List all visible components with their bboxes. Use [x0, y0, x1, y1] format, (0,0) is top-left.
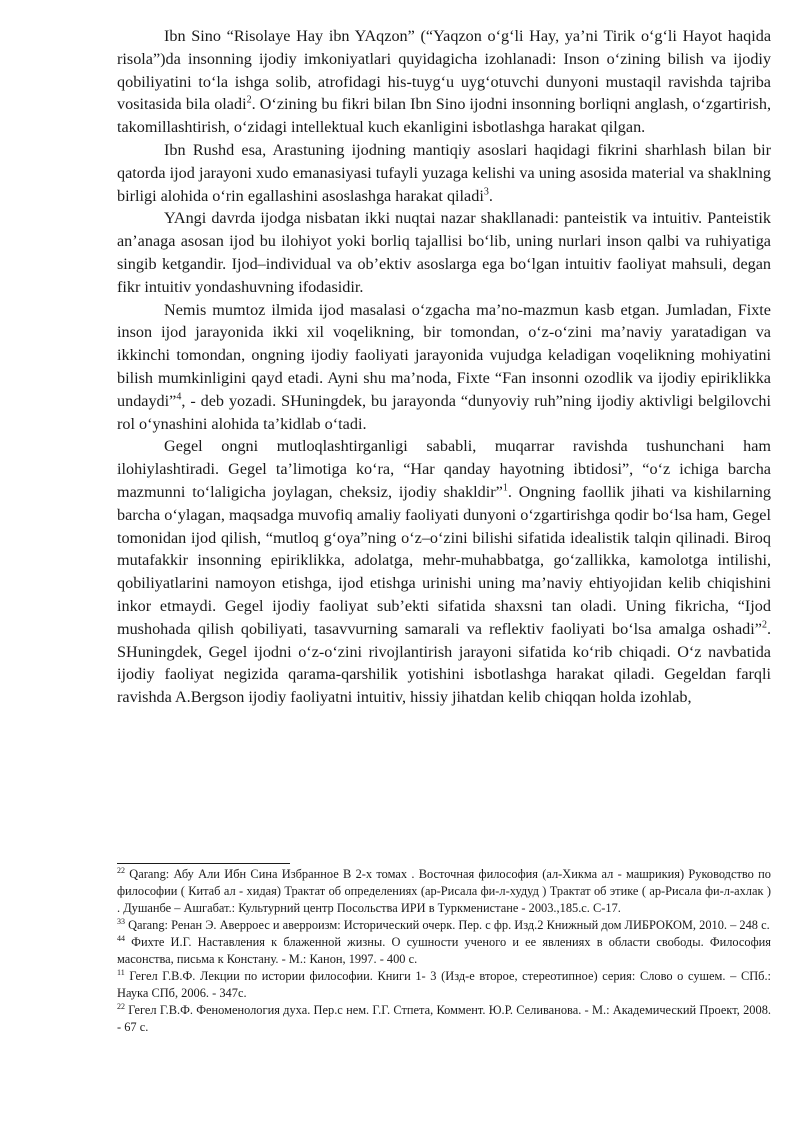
paragraph [117, 207, 771, 298]
paragraph-text: Gegel ongni mutloqlashtirganligi sababli, muqarrar ravishda tushunchani ham ilohiylashtiradi. Gegel ta’limotiga ko‘ra, “Har qanday hayotning ibtidosi”, “o‘z ichiga barcha mazmunni to‘laligicha joylagan, cheksiz, ijodiy shakldir” [117, 437, 771, 501]
footnote-mark: 11 [117, 967, 125, 977]
paragraph-text: Ibn Rushd esa, Arastuning ijodning mantiqiy asoslari haqidagi fikrini sharhlash bilan bir qatorda ijod jarayoni xudo emanasiyasi tufayli yuzaga kelishi va uning asosida material va shaklning birligi alohida o‘rin egallashini asoslashga harakat qiladi [117, 140, 771, 205]
footnote [117, 866, 771, 917]
paragraph [117, 139, 771, 207]
paragraph-text: . O‘zining bu fikri bilan Ibn Sino ijodni insonning borliqni anglash, o‘zgartirish, takomillashtirish, o‘zidagi intellektual kuch ekanligini isbotlashga harakat qilgan. [117, 95, 772, 137]
paragraph-text: Nemis mumtoz ilmida ijod masalasi o‘zgacha ma’no-mazmun kasb etgan. Jumladan, Fixte inson ijod jarayonida ikki xil voqelikning, bir tomondan, o‘z-o‘zini ma’naviy yaratadigan va ikkinchi tomondan, ongning ijodiy faoliyati jarayonida vujudga keladigan voqelikning mohiyatini bilish mumkinligini qayd etadi. Ayni shu ma’noda, Fixte “Fan insonni ozodlik va ijodiy epiriklikka undaydi” [117, 300, 771, 410]
footnote-text: Фихте И.Г. Наставления к блаженной жизны. О сушности ученого и ее явлениях в области свободы. Философия масонства, письма к Констану. - М.: Канон, 1997. - 400 с. [117, 935, 771, 966]
footnote-mark: 33 [117, 916, 125, 926]
footnote [117, 968, 771, 1002]
footnote-ref: 2 [761, 619, 767, 631]
footnote [117, 1002, 771, 1036]
footnote [117, 934, 771, 968]
footnote-mark: 22 [117, 1001, 125, 1011]
footnote-divider [117, 863, 290, 864]
paragraph-text: YAngi davrda ijodga nisbatan ikki nuqtai nazar shakllanadi: panteistik va intuitiv. Panteistik an’anaga asosan ijod bu ilohiyot yoki borliq tajallisi bo‘lib, uning nurlari inson qalbi va ruhiyatiga singib ketgandir. Ijod–individual va ob’ektiv asoslarga ega bo‘lgan intuitiv faoliyat mahsuli, degan fikr intuitiv yondashuvning ifodasidir. [117, 209, 771, 296]
footnotes [117, 866, 771, 1036]
paragraph-text: Ibn Sino “Risolaye Hay ibn YAqzon” (“Yaqzon o‘g‘li Hay, ya’ni Tirik o‘g‘li Hayot haqida risola”)da insonning ijodiy imkoniyatlari quyidagicha izohlanadi: Inson o‘zining bilish va ijodiy qobiliyatini to‘la ishga solib, atrofidagi his-tuyg‘u uyg‘otuvchi dunyoni mustaqil ravishda tajriba vositasida bila oladi [117, 27, 771, 114]
footnote-text: Гегел Г.В.Ф. Лекции по истории философии. Книги 1- 3 (Изд-е второе, стереотипное) серия: Слово о сушем. – СПб.: Наука СПб, 2006. - 347с. [117, 969, 771, 1000]
footnote-ref: 1 [502, 482, 508, 494]
footnote-ref: 3 [483, 186, 489, 198]
footnote-text: Гегел Г.В.Ф. Феноменология духа. Пер.с нем. Г.Г. Стпета, Коммент. Ю.Р. Селиванова. - М.: Академический Проект, 2008. - 67 с. [117, 1003, 771, 1034]
paragraph-text: . SHuningdek, Gegel ijodni o‘z-o‘zini rivojlantirish jarayoni sifatida ko‘rib chiqadi. O‘z navbatida ijodiy faoliyat negizida qarama-qarshilik yotishini isbotlashga harakat qiladi. Gegeldan farqli ravishda A.Bergson ijodiy faoliyatni intuitiv, hissiy jihatdan kelib chiqqan holda izohlab, [117, 619, 771, 707]
paragraph [117, 25, 771, 139]
footnote-mark: 22 [117, 865, 125, 875]
paragraph-text: . Ongning faollik jihati va kishilarning barcha o‘ylagan, maqsadga muvofiq amaliy faoliyati dunyoni o‘zgartirishga qodir bo‘lsa ham, Gegel tomonidan ijod qilish, “mutloq g‘oya”ning o‘z–o‘zini bilishi sifatida idealistik talqin qilinadi. Biroq mutafakkir insonning epiriklikka, adolatga, mehr-muhabbatga, go‘zallikka, kamolotga intilishi, qobiliyatlarini namoyon etishga, ijod etishga urinishi uning ma’naviy ehtiyojidan kelib chiqishini inkor etmaydi. Gegel ijodiy faoliyat sub’ekti sifatida shaxsni tan oladi. Uning fikricha, “Ijod mushohada qilish qobiliyati, tasavvurning samarali va reflektiv faoliyati bo‘lsa amalga oshadi” [117, 482, 771, 638]
footnote-mark: 44 [117, 933, 125, 943]
footnote-ref: 2 [246, 95, 252, 106]
paragraph-text: , - deb yozadi. SHuningdek, bu jarayonda “dunyoviy ruh”ning ijodiy aktivligi belgilovchi rol o‘ynashini alohida ta’kidlab o‘tadi. [117, 391, 771, 433]
paragraph [117, 299, 771, 436]
paragraph-text: . [488, 186, 493, 205]
paragraph [117, 435, 771, 709]
footnote-text: Qarang: Абу Али Ибн Сина Избранное В 2-х томах . Восточная философия (ал-Хикма ал - машрикия) Руководство по философии ( Китаб ал - хидая) Трактат об определениях (ар-Рисала фи-л-худуд ) Трактат об этике ( ар-Рисала фи-л-ахлак ) . Душанбе – Ашгабат.: Культурний центр Посольства ИРИ в Туркменистане - 2003.,185.с. С-17. [117, 867, 771, 915]
main-text [117, 25, 771, 709]
footnote-text: Qarang: Ренан Э. Аверроес и аверроизм: Исторический очерк. Пер. с фр. Изд.2 Книжный дом ЛИБРОКОМ, 2010. – 248 с. [125, 918, 770, 932]
footnote [117, 917, 771, 934]
footnote-ref: 4 [176, 391, 182, 403]
